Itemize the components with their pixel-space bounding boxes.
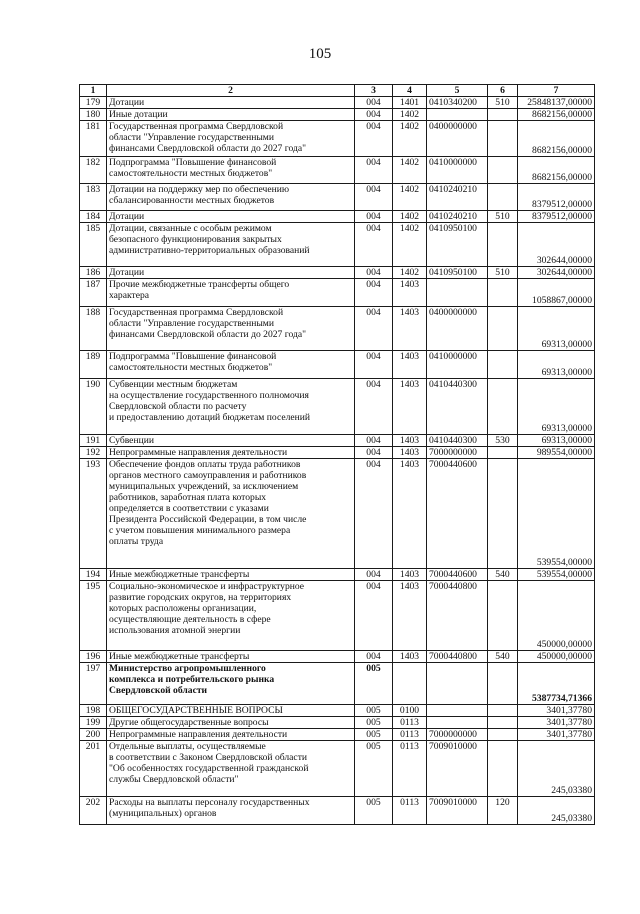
row-code-5 (427, 705, 488, 717)
row-amount: 8379512,00000 (518, 184, 595, 211)
table-row (80, 717, 595, 729)
row-code-3: 004 (355, 581, 393, 651)
row-code-5: 7000440800 (427, 651, 488, 663)
row-name: Иные межбюджетные трансферты (107, 651, 355, 663)
row-name: Дотации, связанные с особым режимом безопасного функционирования закрытых административно-территориальных образований (107, 223, 355, 267)
row-code-3: 004 (355, 157, 393, 184)
row-code-4: 1403 (393, 435, 427, 447)
row-code-3: 004 (355, 379, 393, 435)
table-row (80, 729, 595, 741)
row-code-5: 0410240210 (427, 211, 488, 223)
table-row (80, 459, 595, 569)
row-amount: 8682156,00000 (518, 157, 595, 184)
row-amount: 450000,00000 (518, 651, 595, 663)
row-name: Непрограммные направления деятельности (107, 729, 355, 741)
row-code-5: 7000440800 (427, 581, 488, 651)
row-number: 195 (80, 581, 107, 651)
row-amount: 69313,00000 (518, 435, 595, 447)
table-row (80, 307, 595, 351)
row-number: 189 (80, 351, 107, 379)
row-code-4: 1402 (393, 121, 427, 157)
row-name: Дотации (107, 97, 355, 109)
row-code-4: 1403 (393, 569, 427, 581)
row-code-3: 005 (355, 797, 393, 825)
table-row (80, 581, 595, 651)
row-amount: 25848137,00000 (518, 97, 595, 109)
row-code-6: 120 (488, 797, 518, 825)
row-code-6 (488, 121, 518, 157)
row-name: Субвенции (107, 435, 355, 447)
row-name: ОБЩЕГОСУДАРСТВЕННЫЕ ВОПРОСЫ (107, 705, 355, 717)
row-code-5 (427, 279, 488, 307)
row-name: Другие общегосударственные вопросы (107, 717, 355, 729)
row-number: 190 (80, 379, 107, 435)
row-code-5 (427, 717, 488, 729)
column-header: 6 (488, 85, 518, 97)
column-header: 1 (80, 85, 107, 97)
column-header: 4 (393, 85, 427, 97)
row-name: Социально-экономическое и инфраструктурное развитие городских округов, на территориях которых расположены организации, осуществляющие деятельность в сфере использования атомной энергии (107, 581, 355, 651)
table-row (80, 447, 595, 459)
row-code-3: 004 (355, 121, 393, 157)
row-code-5: 7000000000 (427, 447, 488, 459)
row-name: Отдельные выплаты, осуществляемые в соответствии с Законом Свердловской области "Об особенностях государственной гражданской службы Свердловской области" (107, 741, 355, 797)
row-code-4: 1402 (393, 211, 427, 223)
row-number: 187 (80, 279, 107, 307)
row-code-4: 1403 (393, 447, 427, 459)
row-name: Субвенции местным бюджетам на осуществление государственного полномочия Свердловской области по расчету и предоставлению дотаций бюджетам поселений (107, 379, 355, 435)
row-code-4: 0113 (393, 729, 427, 741)
row-amount: 539554,00000 (518, 569, 595, 581)
row-amount: 989554,00000 (518, 447, 595, 459)
row-code-5: 0400000000 (427, 121, 488, 157)
row-number: 185 (80, 223, 107, 267)
row-number: 194 (80, 569, 107, 581)
row-code-3: 004 (355, 447, 393, 459)
table-row (80, 651, 595, 663)
table-row (80, 379, 595, 435)
row-code-4: 1402 (393, 223, 427, 267)
row-code-6: 540 (488, 569, 518, 581)
row-code-3: 005 (355, 717, 393, 729)
table-row (80, 211, 595, 223)
row-code-3: 004 (355, 435, 393, 447)
row-amount: 245,03380 (518, 797, 595, 825)
row-code-6: 510 (488, 267, 518, 279)
row-code-6 (488, 729, 518, 741)
row-name: Иные межбюджетные трансферты (107, 569, 355, 581)
row-code-3: 004 (355, 307, 393, 351)
row-amount: 3401,37780 (518, 705, 595, 717)
row-number: 193 (80, 459, 107, 569)
row-code-4: 1403 (393, 581, 427, 651)
row-name: Подпрограмма "Повышение финансовой самостоятельности местных бюджетов" (107, 157, 355, 184)
row-code-3: 004 (355, 109, 393, 121)
row-code-3: 004 (355, 97, 393, 109)
row-amount: 69313,00000 (518, 351, 595, 379)
row-code-3: 004 (355, 223, 393, 267)
row-code-5: 0410950100 (427, 267, 488, 279)
row-name: Непрограммные направления деятельности (107, 447, 355, 459)
row-number: 196 (80, 651, 107, 663)
row-code-5: 0410440300 (427, 435, 488, 447)
row-code-3: 004 (355, 351, 393, 379)
row-code-6: 510 (488, 97, 518, 109)
row-code-6 (488, 459, 518, 569)
row-code-4: 1401 (393, 97, 427, 109)
row-code-3: 005 (355, 663, 393, 705)
column-header: 2 (107, 85, 355, 97)
row-code-5: 0410000000 (427, 351, 488, 379)
row-code-5: 0410000000 (427, 157, 488, 184)
row-amount: 539554,00000 (518, 459, 595, 569)
row-amount: 8379512,00000 (518, 211, 595, 223)
row-code-6 (488, 223, 518, 267)
table-row (80, 184, 595, 211)
table-row (80, 569, 595, 581)
row-amount: 245,03380 (518, 741, 595, 797)
row-number: 182 (80, 157, 107, 184)
row-number: 181 (80, 121, 107, 157)
row-code-4: 1403 (393, 379, 427, 435)
row-code-4: 0113 (393, 741, 427, 797)
row-name: Дотации (107, 211, 355, 223)
table-row (80, 741, 595, 797)
row-name: Государственная программа Свердловской области "Управление государственными финансами Свердловской области до 2027 года" (107, 307, 355, 351)
row-code-6 (488, 109, 518, 121)
table-row (80, 663, 595, 705)
row-number: 200 (80, 729, 107, 741)
row-code-3: 004 (355, 651, 393, 663)
row-code-5: 0410240210 (427, 184, 488, 211)
row-code-6: 540 (488, 651, 518, 663)
row-number: 180 (80, 109, 107, 121)
row-number: 183 (80, 184, 107, 211)
row-code-4: 1403 (393, 651, 427, 663)
row-amount: 69313,00000 (518, 307, 595, 351)
table-header-row (80, 85, 595, 97)
row-name: Дотации на поддержку мер по обеспечению сбалансированности местных бюджетов (107, 184, 355, 211)
row-code-6 (488, 184, 518, 211)
row-code-4: 0100 (393, 705, 427, 717)
table-row (80, 435, 595, 447)
row-code-4: 1403 (393, 459, 427, 569)
row-code-6: 530 (488, 435, 518, 447)
budget-table (79, 84, 595, 825)
table-row (80, 97, 595, 109)
row-name: Прочие межбюджетные трансферты общего характера (107, 279, 355, 307)
row-code-6 (488, 717, 518, 729)
row-code-4: 1403 (393, 351, 427, 379)
row-number: 201 (80, 741, 107, 797)
row-code-6 (488, 157, 518, 184)
column-header: 5 (427, 85, 488, 97)
row-code-3: 005 (355, 741, 393, 797)
row-amount: 69313,00000 (518, 379, 595, 435)
row-code-4: 1402 (393, 109, 427, 121)
row-code-3: 005 (355, 729, 393, 741)
row-code-4: 1403 (393, 279, 427, 307)
row-number: 179 (80, 97, 107, 109)
row-number: 188 (80, 307, 107, 351)
row-code-5 (427, 109, 488, 121)
row-code-5: 7000440600 (427, 569, 488, 581)
row-number: 186 (80, 267, 107, 279)
table-row (80, 157, 595, 184)
row-name: Государственная программа Свердловской области "Управление государственными финансами Свердловской области до 2027 года" (107, 121, 355, 157)
row-code-5: 0410340200 (427, 97, 488, 109)
row-code-6 (488, 663, 518, 705)
row-name: Подпрограмма "Повышение финансовой самостоятельности местных бюджетов" (107, 351, 355, 379)
row-code-6 (488, 279, 518, 307)
page-number: 105 (308, 46, 332, 62)
row-code-6 (488, 447, 518, 459)
row-code-4 (393, 663, 427, 705)
table-row (80, 109, 595, 121)
row-code-4: 1402 (393, 157, 427, 184)
row-name: Министерство агропромышленного комплекса и потребительского рынка Свердловской области (107, 663, 355, 705)
row-code-5: 0410950100 (427, 223, 488, 267)
row-code-6 (488, 379, 518, 435)
row-code-6 (488, 351, 518, 379)
row-code-3: 005 (355, 705, 393, 717)
row-code-3: 004 (355, 184, 393, 211)
column-header: 3 (355, 85, 393, 97)
row-code-5 (427, 663, 488, 705)
row-number: 197 (80, 663, 107, 705)
row-number: 198 (80, 705, 107, 717)
row-code-5: 7000000000 (427, 729, 488, 741)
row-number: 202 (80, 797, 107, 825)
row-amount: 1058867,00000 (518, 279, 595, 307)
row-name: Иные дотации (107, 109, 355, 121)
table-row (80, 267, 595, 279)
row-amount: 3401,37780 (518, 717, 595, 729)
row-code-3: 004 (355, 459, 393, 569)
table-row (80, 121, 595, 157)
row-code-5: 0410440300 (427, 379, 488, 435)
row-code-6 (488, 741, 518, 797)
row-amount: 8682156,00000 (518, 109, 595, 121)
row-code-3: 004 (355, 279, 393, 307)
table-row (80, 351, 595, 379)
row-code-4: 1402 (393, 267, 427, 279)
table-row (80, 279, 595, 307)
table-row (80, 797, 595, 825)
row-code-5: 7009010000 (427, 741, 488, 797)
row-code-6 (488, 307, 518, 351)
column-header: 7 (518, 85, 595, 97)
row-code-5: 0400000000 (427, 307, 488, 351)
row-number: 199 (80, 717, 107, 729)
row-amount: 302644,00000 (518, 223, 595, 267)
row-code-6 (488, 581, 518, 651)
row-number: 192 (80, 447, 107, 459)
row-code-6 (488, 705, 518, 717)
row-code-4: 0113 (393, 797, 427, 825)
row-code-3: 004 (355, 211, 393, 223)
row-amount: 450000,00000 (518, 581, 595, 651)
row-code-5: 7009010000 (427, 797, 488, 825)
row-code-4: 1402 (393, 184, 427, 211)
row-code-5: 7000440600 (427, 459, 488, 569)
row-name: Обеспечение фондов оплаты труда работников органов местного самоуправления и работников муниципальных учреждений, за исключением работников, заработная плата которых определяется в соответствии с указами Президента Российской Федерации, в том числе с учетом повышения минимального размера оплаты труда (107, 459, 355, 569)
row-code-3: 004 (355, 569, 393, 581)
row-code-3: 004 (355, 267, 393, 279)
row-code-4: 1403 (393, 307, 427, 351)
row-number: 184 (80, 211, 107, 223)
table-row (80, 705, 595, 717)
row-code-6: 510 (488, 211, 518, 223)
row-amount: 5387734,71366 (518, 663, 595, 705)
row-amount: 3401,37780 (518, 729, 595, 741)
row-amount: 302644,00000 (518, 267, 595, 279)
row-name: Расходы на выплаты персоналу государственных (муниципальных) органов (107, 797, 355, 825)
row-name: Дотации (107, 267, 355, 279)
table-row (80, 223, 595, 267)
row-amount: 8682156,00000 (518, 121, 595, 157)
row-code-4: 0113 (393, 717, 427, 729)
row-number: 191 (80, 435, 107, 447)
